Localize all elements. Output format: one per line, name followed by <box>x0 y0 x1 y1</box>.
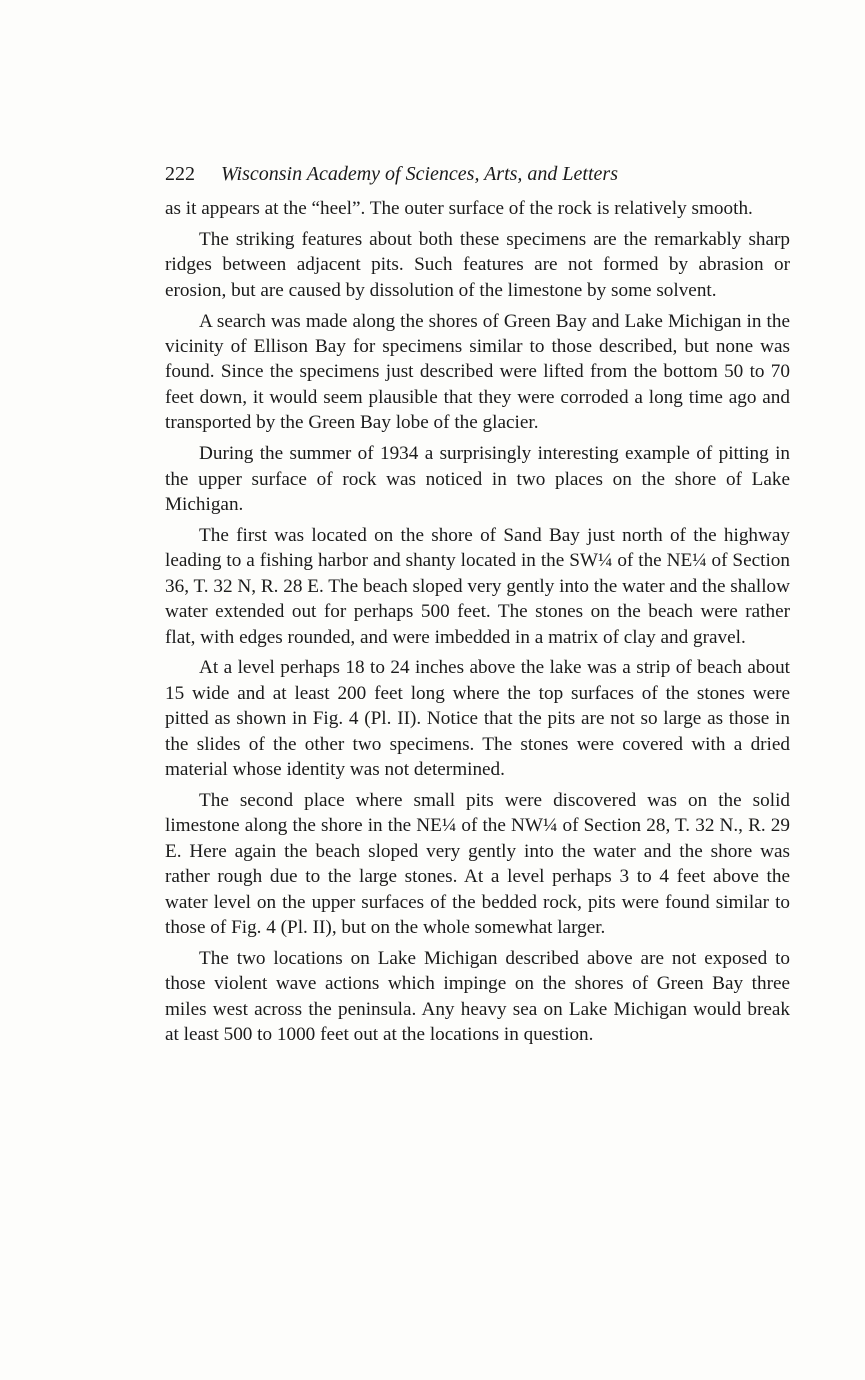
page-body <box>165 160 790 1053</box>
paragraph-search: A search was made along the shores of Green Bay and Lake Michigan in the vicinity of Ellison Bay for specimens similar to those described, but none was found. Since the specimens just described were lifted from the bottom 50 to 70 feet down, it would seem plausible that they were corroded a long time ago and transported by the Green Bay lobe of the glacier. <box>165 310 790 434</box>
paragraph-wave-action: The two locations on Lake Michigan described above are not exposed to those violent wave actions which impinge on the shores of Green Bay three miles west across the peninsula. Any heavy sea on Lake Michigan would break at least 500 to 1000 feet out at the locations in question. <box>165 947 790 1046</box>
page-number: 222 <box>165 163 195 185</box>
running-head <box>165 160 790 188</box>
paragraph-second-place: The second place where small pits were discovered was on the solid limestone along the shore in the NE¼ of the NW¼ of Section 28, T. 32 N., R. 29 E. Here again the beach sloped very gently into the water and the shore was rather rough due to the large stones. At a level perhaps 3 to 4 feet above the water level on the upper surfaces of the bedded rock, pits were found similar to those of Fig. 4 (Pl. II), but on the whole somewhat larger. <box>165 789 790 938</box>
paragraph-sand-bay: The first was located on the shore of Sand Bay just north of the highway leading to a fishing harbor and shanty located in the SW¼ of the NE¼ of Section 36, T. 32 N, R. 28 E. The beach sloped very gently into the water and the shallow water extended out for perhaps 500 feet. The stones on the beach were rather flat, with edges rounded, and were imbedded in a matrix of clay and gravel. <box>165 524 790 648</box>
journal-title: Wisconsin Academy of Sciences, Arts, and Letters <box>221 163 618 185</box>
paragraph-continuation: as it appears at the “heel”. The outer surface of the rock is relatively smooth. <box>165 198 753 219</box>
paragraph-summer-1934: During the summer of 1934 a surprisingly interesting example of pitting in the upper surface of rock was noticed in two places on the shore of Lake Michigan. <box>165 443 790 515</box>
paragraph-ridges: The striking features about both these specimens are the remarkably sharp ridges between adjacent pits. Such features are not formed by abrasion or erosion, but are caused by dissolution of the limestone by some solvent. <box>165 228 790 301</box>
paragraph-beach-strip: At a level perhaps 18 to 24 inches above the lake was a strip of beach about 15 wide and at least 200 feet long where the top surfaces of the stones were pitted as shown in Fig. 4 (Pl. II). Notice that the pits are not so large as those in the slides of the other two specimens. The stones were covered with a dried material whose identity was not determined. <box>165 657 790 781</box>
